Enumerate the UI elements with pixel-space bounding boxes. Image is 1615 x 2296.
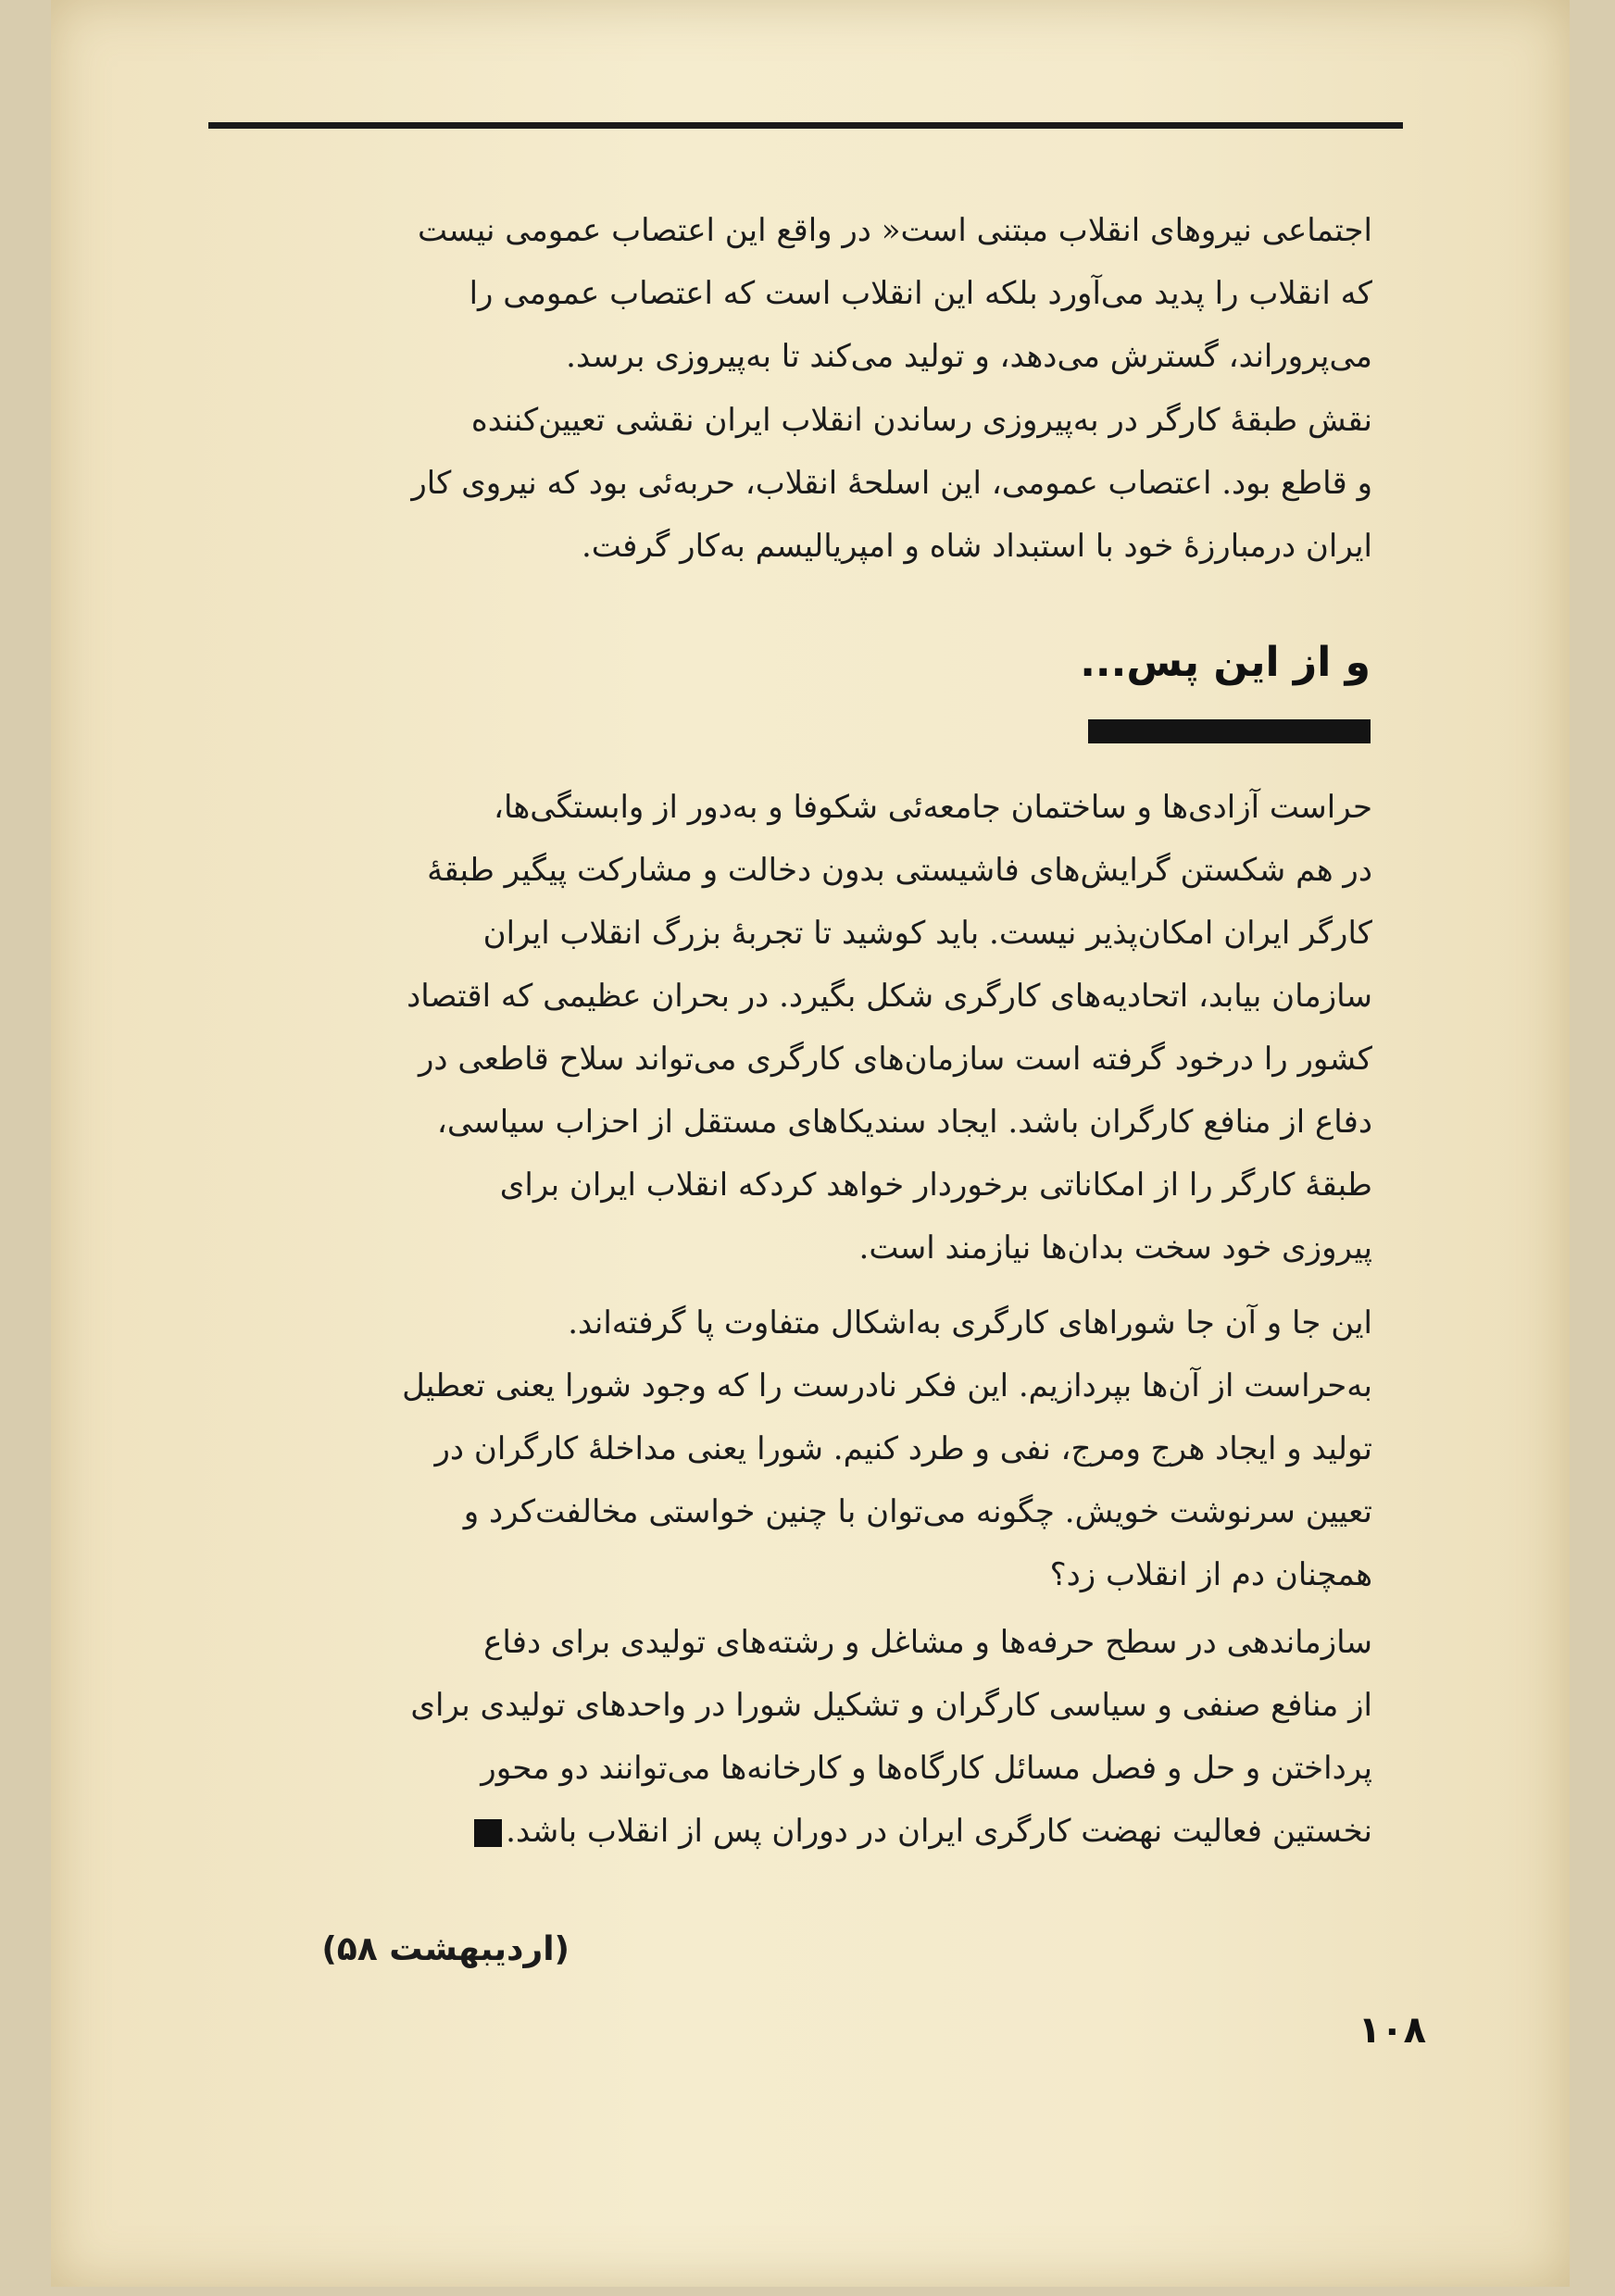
paragraph-5 (243, 1611, 1372, 1863)
text-line: نقش طبقهٔ کارگر در به‌پیروزی رساندن انقلاب ایران نقشی تعیین‌کننده (470, 402, 1372, 439)
text-line: سازماندهی در سطح حرفه‌ها و مشاغل و رشته‌های تولیدی برای دفاع (483, 1624, 1372, 1661)
text-line: تولید و ایجاد هرج ومرج، نفی و طرد کنیم. شورا یعنی مداخلهٔ کارگران در (434, 1430, 1372, 1467)
text-line: حراست آزادی‌ها و ساختمان جامعه‌ئی شکوفا و به‌دور از وابستگی‌ها، (494, 789, 1372, 826)
section-heading: و از این پس... (1080, 639, 1371, 686)
heading-underline-bar (1088, 719, 1371, 743)
paragraph-3 (243, 776, 1372, 1279)
header-rule (208, 122, 1403, 129)
end-of-article-square-icon (474, 1819, 502, 1847)
text-line: کشور را درخود گرفته است سازمان‌های کارگری می‌تواند سلاح قاطعی در (419, 1041, 1372, 1078)
text-line: اجتماعی نیروهای انقلاب مبتنی است« در واقع این اعتصاب عمومی نیست (417, 212, 1372, 249)
text-line: که انقلاب را پدید می‌آورد بلکه این انقلاب است که اعتصاب عمومی را (469, 275, 1372, 312)
text-line: پرداختن و حل و فصل مسائل کارگاه‌ها و کارخانه‌ها می‌توانند دو محور (481, 1750, 1372, 1787)
article-date: (اردیبهشت ۵۸) (321, 1930, 570, 1968)
text-line: می‌پروراند، گسترش می‌دهد، و تولید می‌کند تا به‌پیروزی برسد. (566, 338, 1372, 375)
text-line: ایران درمبارزهٔ خود با استبداد شاه و امپریالیسم به‌کار گرفت. (581, 528, 1372, 565)
text-line: طبقهٔ کارگر را از امکاناتی برخوردار خواهد کردکه انقلاب ایران برای (499, 1167, 1372, 1204)
text-line: و قاطع بود. اعتصاب عمومی، این اسلحهٔ انقلاب، حربه‌ئی بود که نیروی کار (411, 465, 1372, 502)
text-line: کارگر ایران امکان‌پذیر نیست. باید کوشید تا تجربهٔ بزرگ انقلاب ایران (482, 915, 1372, 952)
text-line: به‌حراست از آن‌ها بپردازیم. این فکر نادرست را که وجود شورا یعنی تعطیل (402, 1367, 1372, 1404)
page-number: ۱۰۸ (1358, 2009, 1426, 2052)
paragraph-1 (243, 199, 1372, 388)
text-line: همچنان دم از انقلاب زد؟ (1049, 1556, 1372, 1593)
last-text-line (243, 1800, 1372, 1863)
text-line: دفاع از منافع کارگران باشد. ایجاد سندیکاهای مستقل از احزاب سیاسی، (436, 1104, 1372, 1141)
text-line: این جا و آن جا شوراهای کارگری به‌اشکال متفاوت پا گرفته‌اند. (568, 1304, 1372, 1341)
text-line: از منافع صنفی و سیاسی کارگران و تشکیل شورا در واحدهای تولیدی برای (410, 1687, 1372, 1724)
paragraph-2 (243, 389, 1372, 578)
text-line-content: نخستین فعالیت نهضت کارگری ایران در دوران پس از انقلاب باشد. (506, 1813, 1372, 1850)
text-line: تعیین سرنوشت خویش. چگونه می‌توان با چنین خواستی مخالفت‌کرد و (463, 1493, 1372, 1530)
paragraph-4 (243, 1292, 1372, 1606)
text-line: پیروزی خود سخت بدان‌ها نیازمند است. (858, 1229, 1372, 1267)
text-line: در هم شکستن گرایش‌های فاشیستی بدون دخالت و مشارکت پیگیر طبقهٔ (427, 852, 1372, 889)
text-line: سازمان بیابد، اتحادیه‌های کارگری شکل بگیرد. در بحران عظیمی که اقتصاد (407, 978, 1372, 1015)
